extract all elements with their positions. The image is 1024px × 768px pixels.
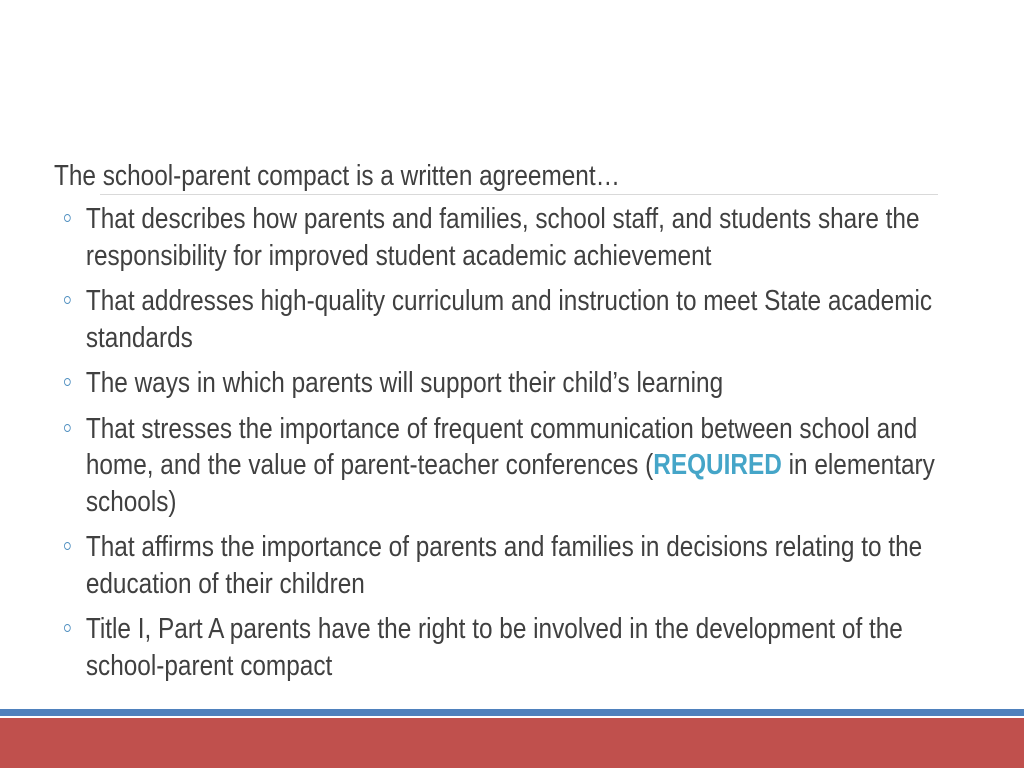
footer-bar-red bbox=[0, 718, 1024, 768]
circle-bullet-icon bbox=[64, 424, 71, 432]
bullet-text: That describes how parents and families, school staff, and students share the responsibility for improved student academic achievement bbox=[85, 203, 920, 272]
required-highlight: REQUIRED bbox=[653, 449, 782, 481]
footer-bar-blue bbox=[0, 709, 1024, 716]
list-item bbox=[64, 283, 980, 356]
circle-bullet-icon bbox=[64, 214, 71, 222]
bullet-list bbox=[64, 201, 980, 693]
list-item bbox=[64, 201, 980, 274]
bullet-text-before: That stresses the importance of frequent communication between school and home, and the value of parent-teacher conferences ( bbox=[85, 412, 918, 481]
bullet-text: That affirms the importance of parents and families in decisions relating to the education of their children bbox=[85, 531, 923, 600]
list-item bbox=[64, 611, 980, 684]
bullet-text: The ways in which parents will support their child’s learning bbox=[85, 367, 724, 399]
circle-bullet-icon bbox=[64, 624, 71, 632]
bullet-text: That addresses high-quality curriculum and instruction to meet State academic standards bbox=[85, 285, 933, 354]
circle-bullet-icon bbox=[64, 542, 71, 550]
list-item bbox=[64, 529, 980, 602]
list-item bbox=[64, 365, 980, 402]
bullet-text-after: in elementary schools) bbox=[85, 449, 935, 518]
intro-text: The school-parent compact is a written agreement… bbox=[54, 160, 620, 192]
list-item bbox=[64, 411, 980, 521]
circle-bullet-icon bbox=[64, 378, 71, 386]
circle-bullet-icon bbox=[64, 296, 71, 304]
bullet-text: Title I, Part A parents have the right to be involved in the development of the school-parent compact bbox=[85, 613, 903, 682]
divider-line bbox=[100, 194, 938, 195]
